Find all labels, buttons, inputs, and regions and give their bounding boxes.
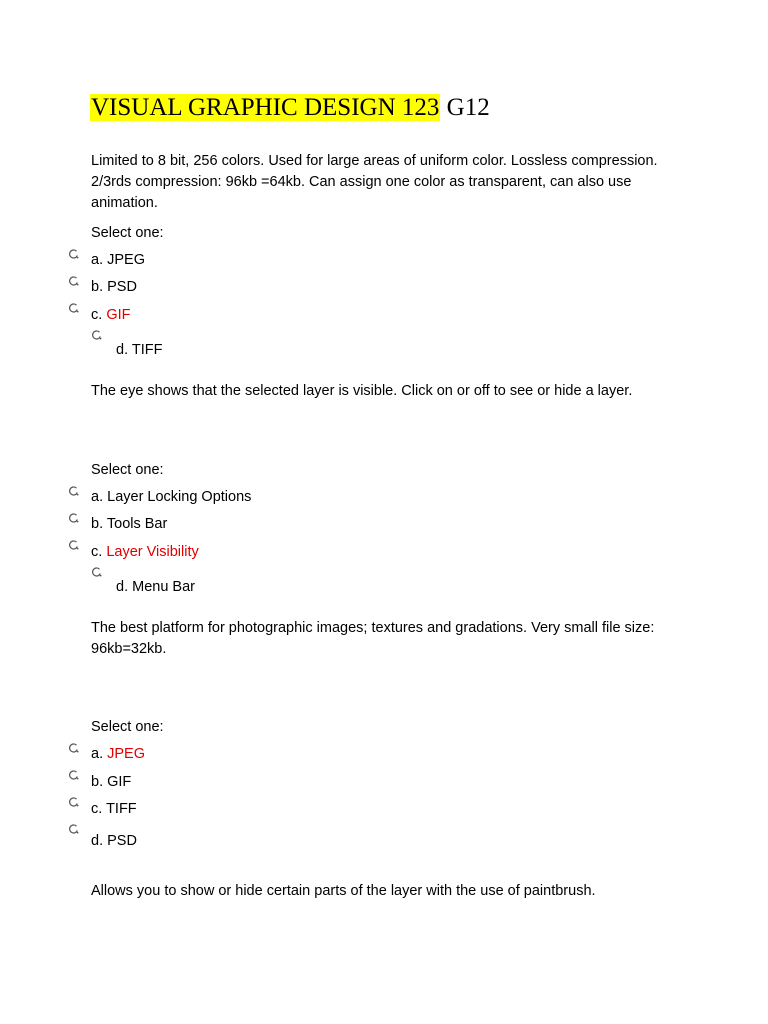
option-prefix: a. [91, 252, 104, 268]
question-3-text [91, 618, 691, 660]
option-q1-a[interactable] [91, 250, 145, 271]
radio-q1-b[interactable] [68, 276, 79, 287]
option-q1-d[interactable] [116, 340, 162, 361]
radio-q1-d[interactable] [91, 330, 102, 341]
question-1-line-3: animation. [91, 195, 158, 211]
option-label: Layer Locking Options [107, 489, 252, 505]
option-label: PSD [107, 833, 137, 849]
radio-q1-c[interactable] [68, 303, 79, 314]
title-highlight: VISUAL GRAPHIC DESIGN 123 [91, 94, 440, 121]
question-4-line-1: Allows you to show or hide certain parts of the layer with the use of paintbrush. [91, 883, 596, 899]
question-2-text [91, 381, 691, 402]
option-q2-c[interactable] [91, 542, 199, 563]
option-prefix: c. [91, 307, 103, 323]
question-2-prompt: Select one: [91, 462, 164, 478]
question-4-text [91, 881, 691, 902]
option-q1-b[interactable] [91, 277, 137, 298]
question-1-prompt: Select one: [91, 225, 164, 241]
option-prefix: d. [116, 342, 129, 358]
option-q3-d[interactable] [91, 831, 137, 852]
option-q1-c[interactable] [91, 305, 130, 326]
option-prefix: b. [91, 774, 104, 790]
option-prefix: a. [91, 746, 104, 762]
option-q2-b[interactable] [91, 514, 167, 535]
option-label: JPEG [107, 252, 145, 268]
question-1-line-2: 2/3rds compression: 96kb =64kb. Can assign one color as transparent, can also use [91, 174, 632, 190]
radio-q2-d[interactable] [91, 567, 102, 578]
option-label: PSD [107, 279, 137, 295]
question-3-prompt: Select one: [91, 719, 164, 735]
radio-q1-a[interactable] [68, 249, 79, 260]
question-3-line-2: 96kb=32kb. [91, 641, 167, 657]
option-label-correct: GIF [106, 307, 131, 323]
radio-q3-a[interactable] [68, 743, 79, 754]
radio-q3-d[interactable] [68, 824, 79, 835]
radio-q2-c[interactable] [68, 540, 79, 551]
option-prefix: d. [91, 833, 104, 849]
option-q3-a[interactable] [91, 744, 145, 765]
option-prefix: b. [91, 516, 104, 532]
option-label-correct: Layer Visibility [106, 544, 199, 560]
question-2-line-1: The eye shows that the selected layer is visible. Click on or off to see or hide a layer. [91, 383, 633, 399]
option-q3-b[interactable] [91, 772, 131, 793]
question-1-text [91, 151, 691, 214]
option-prefix: c. [91, 801, 103, 817]
radio-q3-b[interactable] [68, 770, 79, 781]
option-prefix: b. [91, 279, 104, 295]
option-label: GIF [107, 774, 132, 790]
question-3-line-1: The best platform for photographic images; textures and gradations. Very small file size: [91, 620, 655, 636]
radio-q2-b[interactable] [68, 513, 79, 524]
option-prefix: d. [116, 579, 129, 595]
option-label: Tools Bar [106, 516, 168, 532]
option-prefix: c. [91, 544, 103, 560]
title-suffix: G12 [446, 94, 490, 121]
option-q3-c[interactable] [91, 799, 137, 820]
option-prefix: a. [91, 489, 104, 505]
option-q2-d[interactable] [116, 577, 195, 598]
option-q2-a[interactable] [91, 487, 251, 508]
option-label: Menu Bar [132, 579, 195, 595]
option-label: TIFF [131, 342, 163, 358]
radio-q2-a[interactable] [68, 486, 79, 497]
page-title [90, 92, 490, 124]
question-1-line-1: Limited to 8 bit, 256 colors. Used for large areas of uniform color. Lossless compression. [91, 153, 658, 169]
option-label-correct: JPEG [107, 746, 145, 762]
radio-q3-c[interactable] [68, 797, 79, 808]
option-label: TIFF [106, 801, 137, 817]
